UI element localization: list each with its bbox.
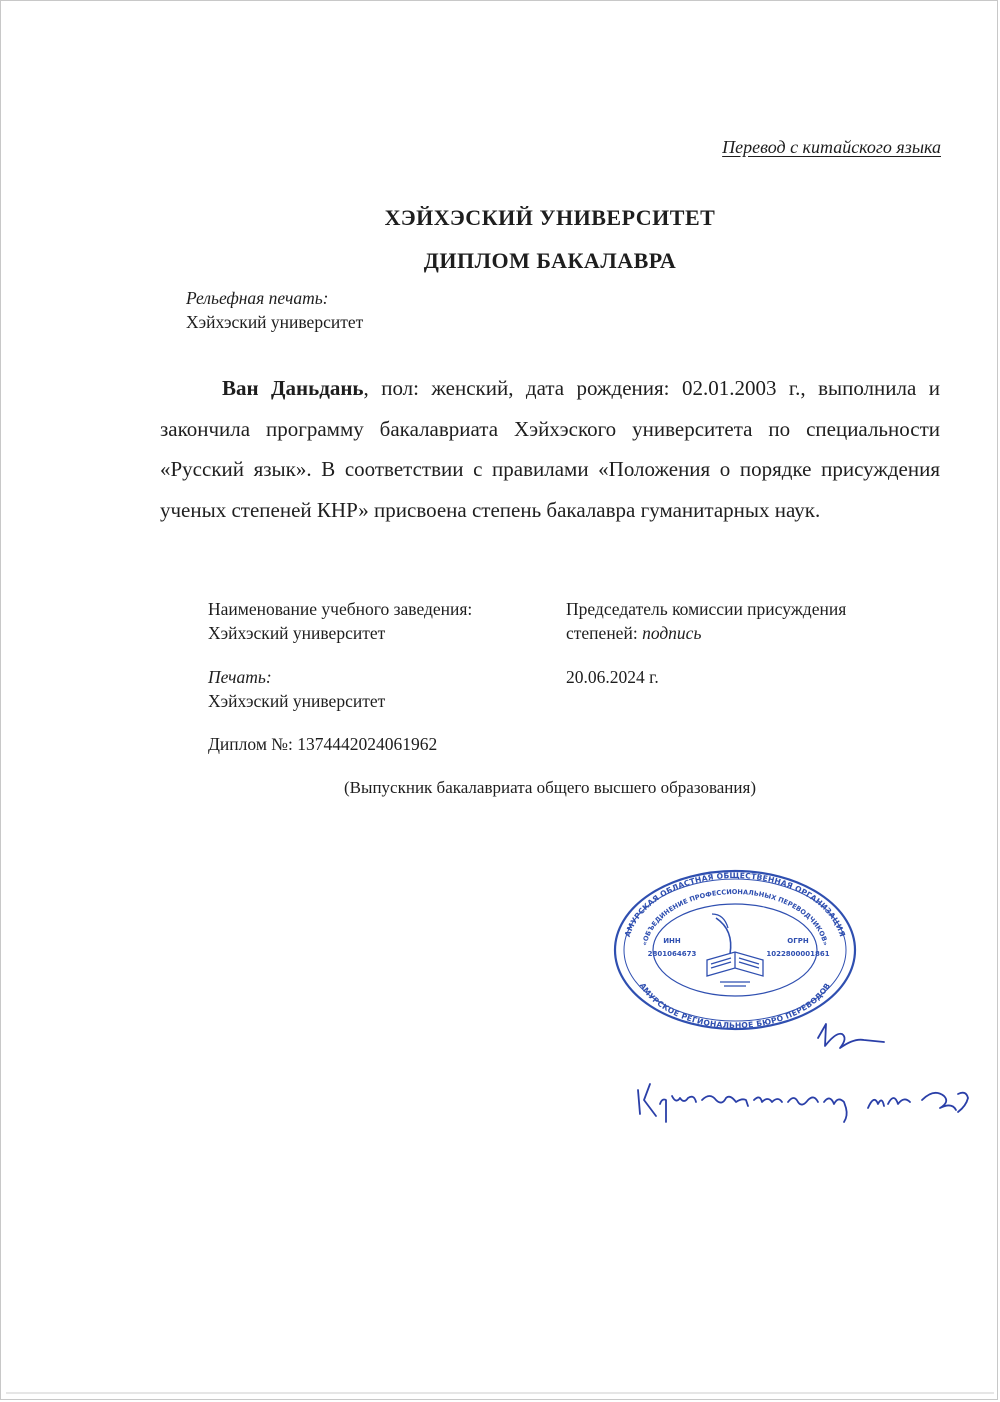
institution-block bbox=[208, 597, 472, 645]
embossed-seal-note bbox=[186, 286, 363, 334]
chairman-label: Председатель комиссии присуждения bbox=[566, 599, 847, 619]
institution-label: Наименование учебного заведения: bbox=[208, 599, 473, 619]
translator-signature bbox=[622, 1004, 982, 1134]
stamp-bottom-text: АМУРСКОЕ РЕГИОНАЛЬНОЕ БЮРО ПЕРЕВОДОВ bbox=[637, 981, 833, 1031]
stamp-book-icon bbox=[707, 914, 763, 986]
university-title: ХЭЙХЭСКИЙ УНИВЕРСИТЕТ bbox=[384, 205, 716, 230]
chairman-label-2: степеней: bbox=[566, 623, 643, 643]
issue-date: 20.06.2024 г. bbox=[566, 667, 659, 687]
stamp-inn-label: ИНН bbox=[663, 937, 681, 945]
stamp-ogrn-value: 1022800001861 bbox=[766, 950, 830, 958]
diploma-number: Диплом №: 1374442024061962 bbox=[208, 734, 438, 754]
chairman-signature-note: подпись bbox=[642, 623, 702, 643]
graduate-name: Ван Даньдань bbox=[222, 376, 364, 400]
stamp-inner-text: «ОБЪЕДИНЕНИЕ ПРОФЕССИОНАЛЬНЫХ ПЕРЕВОДЧИКОВ» bbox=[640, 888, 830, 947]
embossed-seal-label: Рельефная печать: bbox=[186, 288, 329, 308]
stamp-outer-text: АМУРСКАЯ ОБЛАСТНАЯ ОБЩЕСТВЕННАЯ ОРГАНИЗАЦИЯ bbox=[622, 871, 848, 939]
seal-value: Хэйхэский университет bbox=[208, 691, 386, 711]
diploma-title: ДИПЛОМ БАКАЛАВРА bbox=[423, 248, 677, 273]
seal-block bbox=[208, 665, 385, 713]
body-paragraph: , пол: женский, дата рождения: 02.01.2003 г., выполнила и закончила программу бакалавриата Хэйхэского университета по специальности «Русский язык». В соответствии с правилами «Положения о порядке присуждения ученых степеней КНР» присвоена степень бакалавра гуманитарных наук. bbox=[160, 376, 940, 522]
diploma-body-text bbox=[160, 368, 940, 530]
stamp-ogrn-label: ОГРН bbox=[787, 937, 809, 945]
chairman-block bbox=[566, 597, 846, 645]
graduate-caption: (Выпускник бакалавриата общего высшего образования) bbox=[344, 778, 756, 797]
translation-note: Перевод с китайского языка bbox=[722, 137, 941, 157]
stamp-inn-value: 2801064673 bbox=[647, 950, 697, 958]
seal-label: Печать: bbox=[208, 667, 272, 687]
embossed-seal-value: Хэйхэский университет bbox=[186, 312, 364, 332]
institution-value: Хэйхэский университет bbox=[208, 623, 386, 643]
page-bottom-edge bbox=[6, 1392, 994, 1394]
